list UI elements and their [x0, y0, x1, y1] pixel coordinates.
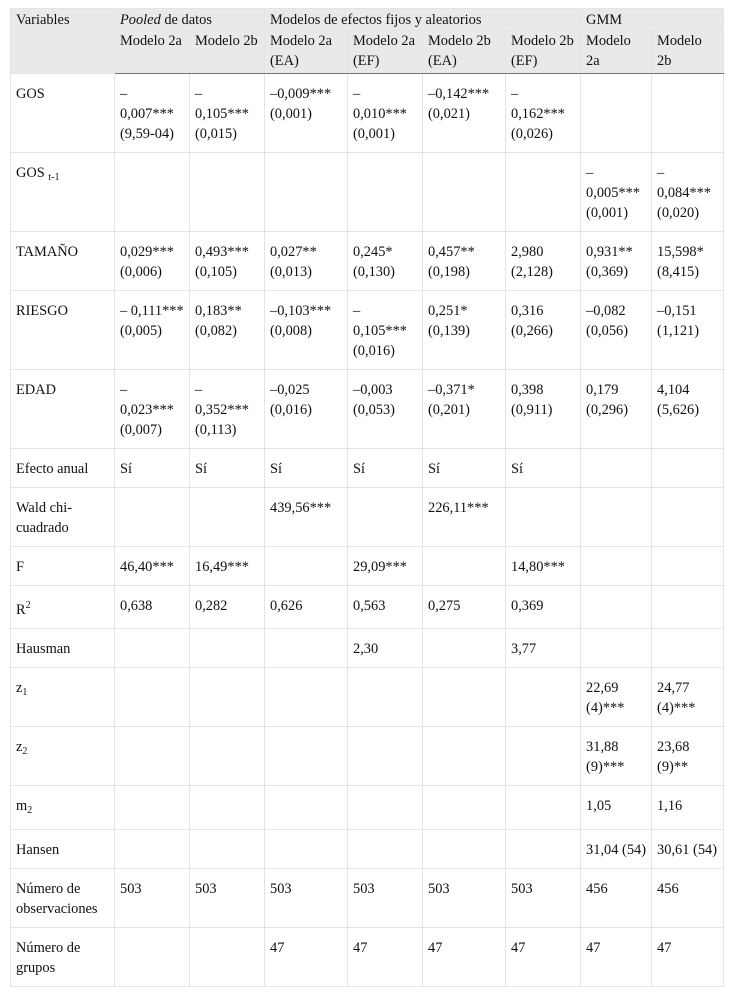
column-header: Modelo 2b (EA) [423, 31, 506, 74]
row-label-subscript: 2 [27, 805, 33, 816]
table-cell: –0,009*** (0,001) [265, 74, 348, 153]
row-label-text: GOS [16, 165, 45, 181]
table-body [11, 74, 724, 987]
table-cell: 0,493*** (0,105) [190, 232, 265, 291]
table-cell [348, 668, 423, 727]
table-cell: 0,179 (0,296) [581, 370, 652, 449]
row-label-text: EDAD [16, 382, 56, 398]
table-cell: 2,30 [348, 629, 423, 668]
table-cell: 0,638 [115, 586, 190, 629]
table-cell [265, 668, 348, 727]
table-cell [115, 153, 190, 232]
table-cell [348, 153, 423, 232]
row-label-text: RIESGO [16, 303, 68, 319]
row-label [11, 153, 115, 232]
row-label [11, 830, 115, 869]
table-header [11, 9, 724, 74]
table-cell: 0,282 [190, 586, 265, 629]
table-cell [348, 786, 423, 830]
table-cell: 0,457** (0,198) [423, 232, 506, 291]
table-cell: 0,316 (0,266) [506, 291, 581, 370]
table-cell [115, 928, 190, 987]
table-cell [652, 488, 724, 547]
table-cell: 47 [265, 928, 348, 987]
table-cell [423, 727, 506, 786]
row-label [11, 232, 115, 291]
table-cell: Sí [115, 449, 190, 488]
table-row [11, 547, 724, 586]
table-cell: 23,68 (9)** [652, 727, 724, 786]
table-cell [423, 668, 506, 727]
table-cell: – 0,023*** (0,007) [115, 370, 190, 449]
row-label [11, 869, 115, 928]
column-header: Modelo 2a (EF) [348, 31, 423, 74]
table-row [11, 291, 724, 370]
table-cell [190, 727, 265, 786]
table-cell: Sí [423, 449, 506, 488]
table-cell [581, 449, 652, 488]
table-cell: 0,626 [265, 586, 348, 629]
column-header: Modelo 2b [652, 31, 724, 74]
table-cell [190, 668, 265, 727]
table-row [11, 830, 724, 869]
table-row [11, 786, 724, 830]
table-cell: 14,80*** [506, 547, 581, 586]
table-cell: 47 [581, 928, 652, 987]
table-cell: 0,183** (0,082) [190, 291, 265, 370]
table-cell: 0,245* (0,130) [348, 232, 423, 291]
table-cell: 1,05 [581, 786, 652, 830]
row-label [11, 586, 115, 629]
table-row [11, 668, 724, 727]
table-cell: – 0,162*** (0,026) [506, 74, 581, 153]
table-cell: 503 [423, 869, 506, 928]
table-cell [115, 830, 190, 869]
table-cell: 0,931** (0,369) [581, 232, 652, 291]
table-cell: 0,251* (0,139) [423, 291, 506, 370]
table-cell: 29,09*** [348, 547, 423, 586]
table-cell: 22,69 (4)*** [581, 668, 652, 727]
row-label [11, 370, 115, 449]
table-cell [265, 727, 348, 786]
row-label-subscript: 2 [22, 746, 28, 757]
column-header: Modelo 2b (EF) [506, 31, 581, 74]
table-cell: 47 [652, 928, 724, 987]
table-cell [652, 449, 724, 488]
table-cell [506, 786, 581, 830]
table-cell: 503 [506, 869, 581, 928]
table-cell [506, 153, 581, 232]
row-label-text: Número de grupos [16, 940, 81, 976]
table-cell [423, 629, 506, 668]
table-cell: – 0,010*** (0,001) [348, 74, 423, 153]
column-header-row [11, 31, 724, 74]
table-row [11, 449, 724, 488]
table-cell [423, 786, 506, 830]
column-header: Modelo 2a [581, 31, 652, 74]
column-header: Modelo 2a (EA) [265, 31, 348, 74]
table-cell [581, 74, 652, 153]
table-cell [506, 488, 581, 547]
row-label [11, 629, 115, 668]
row-label [11, 74, 115, 153]
table-cell: 30,61 (54) [652, 830, 724, 869]
table-cell: – 0,005*** (0,001) [581, 153, 652, 232]
table-cell: 15,598* (8,415) [652, 232, 724, 291]
table-cell: 3,77 [506, 629, 581, 668]
table-cell: – 0,352*** (0,113) [190, 370, 265, 449]
table-cell [190, 786, 265, 830]
table-cell [348, 830, 423, 869]
table-cell: – 0,111*** (0,005) [115, 291, 190, 370]
row-label-text: z [16, 739, 23, 755]
table-cell [115, 786, 190, 830]
table-cell [190, 629, 265, 668]
row-label-text: TAMAÑO [16, 244, 79, 260]
table-cell: 456 [581, 869, 652, 928]
table-cell [265, 786, 348, 830]
table-row [11, 488, 724, 547]
table-cell: –0,371* (0,201) [423, 370, 506, 449]
table-cell: 16,49*** [190, 547, 265, 586]
table-cell: –0,103*** (0,008) [265, 291, 348, 370]
header-group-pooled-rest: de datos [160, 12, 212, 28]
table-cell [652, 74, 724, 153]
table-cell: Sí [348, 449, 423, 488]
table-cell: –0,003 (0,053) [348, 370, 423, 449]
table-cell [423, 547, 506, 586]
table-cell: – 0,084*** (0,020) [652, 153, 724, 232]
table-cell: Sí [506, 449, 581, 488]
row-label-text: z [16, 680, 23, 696]
table-cell: –0,151 (1,121) [652, 291, 724, 370]
column-header: Modelo 2a [115, 31, 190, 74]
table-cell: 31,88 (9)*** [581, 727, 652, 786]
table-cell [190, 928, 265, 987]
table-cell: 47 [506, 928, 581, 987]
table-cell: 46,40*** [115, 547, 190, 586]
table-cell: – 0,007*** (9,59-04) [115, 74, 190, 153]
table-cell [190, 830, 265, 869]
row-label [11, 449, 115, 488]
row-label-text: Hansen [16, 842, 60, 858]
table-cell: – 0,105*** (0,016) [348, 291, 423, 370]
table-cell [265, 830, 348, 869]
table-cell: 0,398 (0,911) [506, 370, 581, 449]
table-row [11, 586, 724, 629]
table-row [11, 232, 724, 291]
table-cell [115, 727, 190, 786]
row-label-text: Hausman [16, 641, 71, 657]
table-cell: – 0,105*** (0,015) [190, 74, 265, 153]
table-cell [115, 629, 190, 668]
table-cell: Sí [265, 449, 348, 488]
row-label-text: Efecto anual [16, 461, 89, 477]
table-cell: 47 [423, 928, 506, 987]
row-label-text: F [16, 559, 25, 575]
table-cell [115, 668, 190, 727]
table-cell [348, 488, 423, 547]
table-cell [506, 668, 581, 727]
row-label-text: R [16, 602, 26, 618]
header-group-pooled-italic: Pooled [120, 12, 161, 28]
table-cell [581, 629, 652, 668]
row-label [11, 291, 115, 370]
table-cell: 503 [265, 869, 348, 928]
table-row [11, 629, 724, 668]
table-row [11, 928, 724, 987]
row-label-text: GOS [16, 86, 45, 102]
table-row [11, 370, 724, 449]
table-cell [265, 153, 348, 232]
table-cell: 0,563 [348, 586, 423, 629]
table-row [11, 869, 724, 928]
table-cell: 0,029*** (0,006) [115, 232, 190, 291]
row-label [11, 547, 115, 586]
table-cell: 456 [652, 869, 724, 928]
table-cell [652, 547, 724, 586]
table-cell: 226,11*** [423, 488, 506, 547]
table-cell: 503 [115, 869, 190, 928]
table-cell: Sí [190, 449, 265, 488]
header-group-gmm: GMM [581, 9, 724, 31]
row-label [11, 928, 115, 987]
table-cell: 503 [348, 869, 423, 928]
table-cell [423, 830, 506, 869]
table-cell [581, 547, 652, 586]
header-variables: Variables [11, 9, 115, 74]
table-cell [423, 153, 506, 232]
table-cell: 439,56*** [265, 488, 348, 547]
row-label-text: Wald chi-cuadrado [16, 500, 72, 536]
table-cell [348, 727, 423, 786]
row-label [11, 488, 115, 547]
row-label-subscript: t-1 [48, 172, 60, 183]
table-cell: –0,025 (0,016) [265, 370, 348, 449]
table-cell: –0,082 (0,056) [581, 291, 652, 370]
table-cell [190, 488, 265, 547]
table-cell [652, 586, 724, 629]
table-cell [265, 629, 348, 668]
table-cell [115, 488, 190, 547]
table-cell: 47 [348, 928, 423, 987]
row-label-text: m [16, 798, 28, 814]
row-label-text: Número de observaciones [16, 881, 98, 917]
table-cell: 4,104 (5,626) [652, 370, 724, 449]
table-row [11, 153, 724, 232]
table-row [11, 727, 724, 786]
table-cell [190, 153, 265, 232]
table-cell: –0,142*** (0,021) [423, 74, 506, 153]
table-cell [506, 727, 581, 786]
table-row [11, 74, 724, 153]
row-label [11, 727, 115, 786]
table-cell: 0,027** (0,013) [265, 232, 348, 291]
table-cell: 31,04 (54) [581, 830, 652, 869]
table-cell [652, 629, 724, 668]
header-group-effects: Modelos de efectos fijos y aleatorios [265, 9, 581, 31]
table-cell: 503 [190, 869, 265, 928]
table-cell: 0,369 [506, 586, 581, 629]
column-header: Modelo 2b [190, 31, 265, 74]
row-label-superscript: 2 [25, 600, 31, 611]
table-cell: 24,77 (4)*** [652, 668, 724, 727]
table-cell: 0,275 [423, 586, 506, 629]
row-label [11, 668, 115, 727]
row-label [11, 786, 115, 830]
regression-table-container [10, 8, 723, 987]
table-cell: 2,980 (2,128) [506, 232, 581, 291]
table-cell: 1,16 [652, 786, 724, 830]
table-cell [581, 488, 652, 547]
regression-results-table [10, 8, 724, 987]
table-cell [506, 830, 581, 869]
row-label-subscript: 1 [22, 687, 28, 698]
header-group-pooled [115, 9, 265, 31]
table-cell [581, 586, 652, 629]
table-cell [265, 547, 348, 586]
